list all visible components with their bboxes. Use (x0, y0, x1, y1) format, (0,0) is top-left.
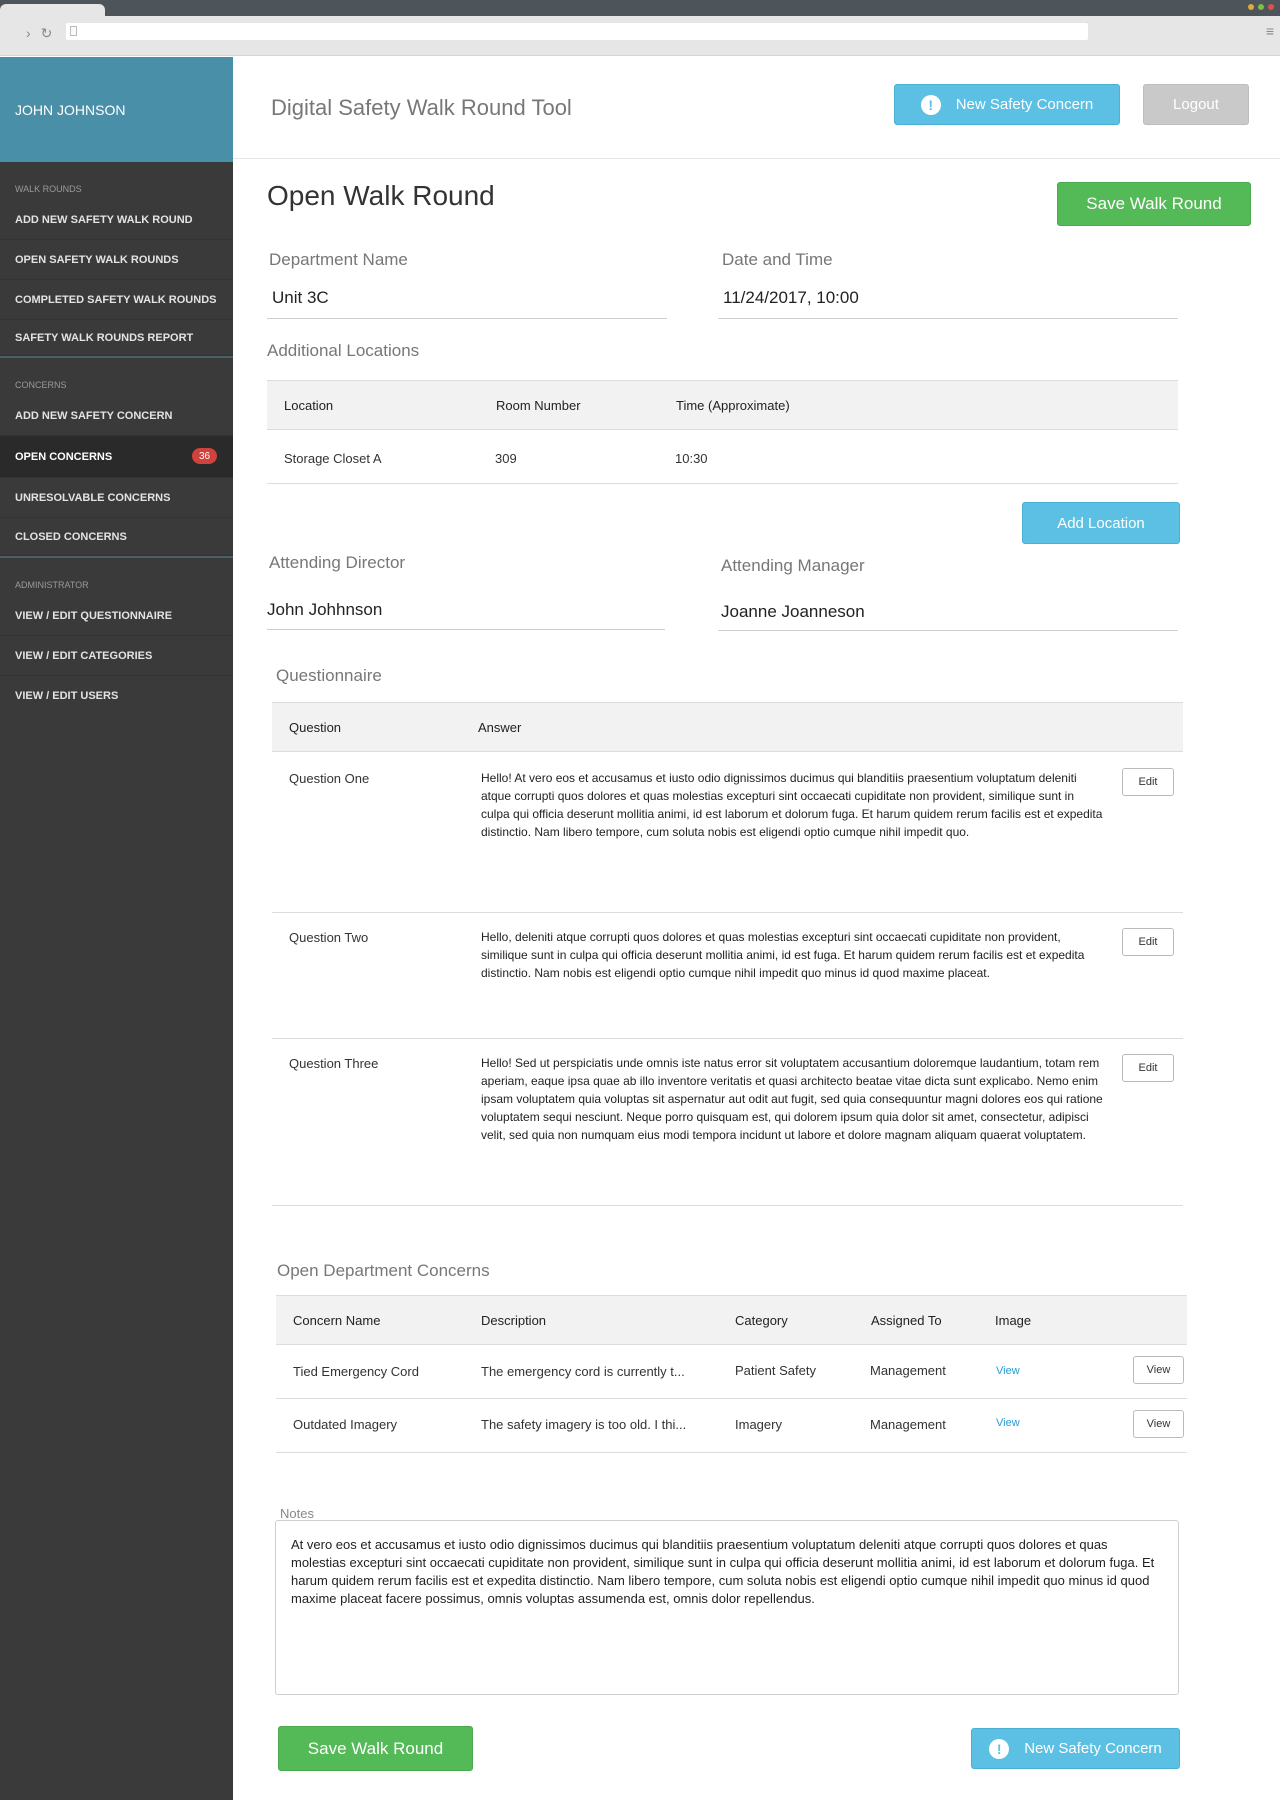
department-underline (267, 318, 667, 319)
alert-icon: ! (921, 95, 941, 115)
sidebar-item-edit-categories[interactable]: VIEW / EDIT CATEGORIES (0, 636, 233, 676)
reload-icon[interactable]: ↻ (40, 25, 53, 41)
column-header-description: Description (481, 1313, 547, 1328)
datetime-field[interactable]: 11/24/2017, 10:00 (723, 288, 859, 307)
manager-underline (718, 630, 1178, 631)
director-field[interactable]: John Johhnson (267, 600, 383, 619)
browser-toolbar (0, 16, 1280, 56)
close-dot[interactable] (1268, 4, 1274, 10)
department-label: Department Name (269, 250, 408, 269)
sidebar-section-walk-rounds: WALK ROUNDS (15, 184, 82, 194)
logout-button[interactable]: Logout (1143, 84, 1249, 125)
answer-cell: Hello! At vero eos et accusamus et iusto odio dignissimos ducimus qui blanditiis praesentium voluptatum deleniti atque corrupti quos dolores et quas molestias excepturi sint occaecati cupiditate non provident, similique sunt in culpa qui officia deserunt mollitia animi, id est laborum et dolorum fuga. Et harum quidem rerum facilis est et expedita distinctio. Nam libero tempore, cum soluta nobis est eligendi optio cumque nihil impedit quo. (481, 771, 1103, 839)
forward-icon[interactable]: › (26, 25, 31, 41)
browser-titlebar (0, 0, 1280, 16)
questionnaire-table-header (272, 702, 1183, 752)
manager-field[interactable]: Joanne Joanneson (721, 602, 865, 621)
sidebar-item-edit-users[interactable]: VIEW / EDIT USERS (15, 690, 119, 702)
table-row[interactable] (276, 1399, 1187, 1452)
page-icon (70, 26, 77, 36)
maximize-dot[interactable] (1258, 4, 1264, 10)
new-safety-concern-label: New Safety Concern (1024, 1740, 1162, 1757)
department-field[interactable]: Unit 3C (272, 288, 329, 307)
view-image-link[interactable]: View (996, 1365, 1020, 1377)
sidebar-item-walk-rounds-report[interactable]: SAFETY WALK ROUNDS REPORT (0, 320, 233, 356)
column-header-image: Image (995, 1313, 1032, 1328)
question-cell: Question Two (289, 930, 369, 945)
browser-tab[interactable] (0, 4, 105, 16)
column-header-location: Location (284, 398, 334, 413)
table-row (272, 752, 1183, 912)
table-row (272, 913, 1183, 1038)
new-safety-concern-button[interactable] (894, 84, 1120, 125)
sidebar (0, 57, 233, 1800)
table-row[interactable] (267, 430, 1178, 483)
column-header-assigned-to: Assigned To (871, 1313, 942, 1328)
address-bar[interactable] (66, 23, 1088, 40)
sidebar-item-edit-questionnaire[interactable]: VIEW / EDIT QUESTIONNAIRE (0, 596, 233, 636)
answer-cell: Hello! Sed ut perspiciatis unde omnis iste natus error sit voluptatem accusantium doloremque laudantium, totam rem aperiam, eaque ipsa quae ab illo inventore veritatis et quasi architecto beatae vitae dicta sunt explicabo. Nemo enim ipsam voluptatem quia voluptas sit aspernatur aut odit aut fugit, sed quia consequuntur magni dolores eos qui ratione voluptatem sequi nesciunt. Neque porro quisquam est, qui dolorem ipsum quia dolor sit amet, consectetur, adipisci velit, sed quia non numquam eius modi tempora incidunt ut labore et dolore magnam aliquam quaerat voluptatem. (481, 1056, 1103, 1142)
datetime-underline (718, 318, 1178, 319)
view-concern-button[interactable]: View (1133, 1356, 1184, 1384)
minimize-dot[interactable] (1248, 4, 1254, 10)
column-header-question: Question (289, 720, 342, 735)
concern-name-cell: Outdated Imagery (293, 1417, 398, 1432)
concern-description-cell: The emergency cord is currently t... (481, 1364, 685, 1379)
page-title: Open Walk Round (267, 180, 495, 211)
edit-answer-button[interactable]: Edit (1122, 768, 1174, 796)
sidebar-section-administrator: ADMINISTRATOR (15, 580, 89, 590)
browser-nav (26, 25, 52, 42)
window-controls (1248, 4, 1274, 10)
sidebar-item-unresolvable-concerns[interactable]: UNRESOLVABLE CONCERNS (0, 478, 233, 518)
manager-label: Attending Manager (721, 556, 865, 575)
new-safety-concern-label: New Safety Concern (955, 96, 1094, 113)
sidebar-section-concerns: CONCERNS (15, 380, 67, 390)
concern-category-cell: Imagery (735, 1417, 782, 1432)
concern-description-cell: The safety imagery is too old. I thi... (481, 1417, 687, 1432)
time-cell: 10:30 (675, 451, 708, 466)
view-concern-button[interactable]: View (1133, 1410, 1184, 1438)
hamburger-icon[interactable]: ≡ (1265, 23, 1274, 39)
concerns-table-header (276, 1295, 1187, 1345)
notes-label: Notes (280, 1506, 314, 1521)
datetime-label: Date and Time (722, 250, 833, 269)
row-divider (276, 1452, 1187, 1453)
table-row (272, 1039, 1183, 1205)
add-location-button[interactable]: Add Location (1022, 502, 1180, 544)
sidebar-item-label: OPEN CONCERNS (15, 450, 113, 463)
question-cell: Question One (289, 771, 370, 786)
open-department-concerns-label: Open Department Concerns (277, 1261, 490, 1280)
save-walk-round-button[interactable]: Save Walk Round (1057, 182, 1251, 226)
column-header-concern-name: Concern Name (293, 1313, 381, 1328)
questionnaire-label: Questionnaire (276, 666, 382, 685)
notes-textarea[interactable]: At vero eos et accusamus et iusto odio dignissimos ducimus qui blanditiis praesentium voluptatum deleniti atque corrupti quos dolores et quas molestias excepturi sint occaecati cupiditate non provident, similique sunt in culpa qui officia deserunt mollitia animi, id est laborum et dolorum fuga. Et harum quidem rerum facilis est et expedita distinctio. Nam libero tempore, cum soluta nobis est eligendi optio cumque nihil impedit quo minus id quod maxime placeat facere possimus, omnis voluptas assumenda est, omnis dolor repellendus. (275, 1520, 1179, 1695)
sidebar-item-closed-concerns[interactable]: CLOSED CONCERNS (0, 518, 233, 556)
director-underline (267, 629, 665, 630)
column-header-category: Category (735, 1313, 788, 1328)
locations-table-header (267, 380, 1178, 430)
bottom-save-walk-round-button[interactable]: Save Walk Round (278, 1726, 473, 1771)
sidebar-item-add-concern[interactable]: ADD NEW SAFETY CONCERN (0, 396, 233, 436)
open-concerns-count-badge: 36 (192, 448, 217, 464)
concern-category-cell: Patient Safety (735, 1363, 816, 1378)
app-title: Digital Safety Walk Round Tool (271, 95, 572, 120)
concern-name-cell: Tied Emergency Cord (293, 1364, 419, 1379)
top-header (233, 57, 1280, 159)
row-divider (267, 483, 1178, 484)
concern-assigned-cell: Management (870, 1417, 946, 1432)
sidebar-user-name[interactable]: JOHN JOHNSON (0, 57, 233, 162)
location-cell: Storage Closet A (284, 451, 382, 466)
alert-icon: ! (989, 1739, 1009, 1759)
table-row[interactable] (276, 1345, 1187, 1398)
sidebar-item-open-concerns[interactable] (0, 436, 233, 478)
view-image-link[interactable]: View (996, 1417, 1020, 1429)
sidebar-item-completed-walk-rounds[interactable]: COMPLETED SAFETY WALK ROUNDS (0, 280, 233, 320)
director-label: Attending Director (269, 553, 406, 572)
row-divider (272, 1205, 1183, 1206)
edit-answer-button[interactable]: Edit (1122, 928, 1174, 956)
sidebar-item-add-walk-round[interactable]: ADD NEW SAFETY WALK ROUND (0, 200, 233, 240)
column-header-time: Time (Approximate) (676, 398, 790, 413)
edit-answer-button[interactable]: Edit (1122, 1054, 1174, 1082)
question-cell: Question Three (289, 1056, 379, 1071)
bottom-new-safety-concern-button[interactable] (971, 1728, 1180, 1769)
room-number-cell: 309 (495, 451, 517, 466)
concern-assigned-cell: Management (870, 1363, 946, 1378)
column-header-answer: Answer (478, 720, 522, 735)
answer-cell: Hello, deleniti atque corrupti quos dolores et quas molestias excepturi sint occaecati cupiditate non provident, similique sunt in culpa qui officia deserunt mollitia animi, id est fuga. Et harum quidem rerum facilis est et expedita distinctio. Nam nobis est eligendi optio cumque nihil impedit quo minus id quod maxime placeat. (481, 930, 1085, 980)
sidebar-item-open-walk-rounds[interactable]: OPEN SAFETY WALK ROUNDS (0, 240, 233, 280)
additional-locations-label: Additional Locations (267, 341, 420, 360)
column-header-room-number: Room Number (496, 398, 581, 413)
